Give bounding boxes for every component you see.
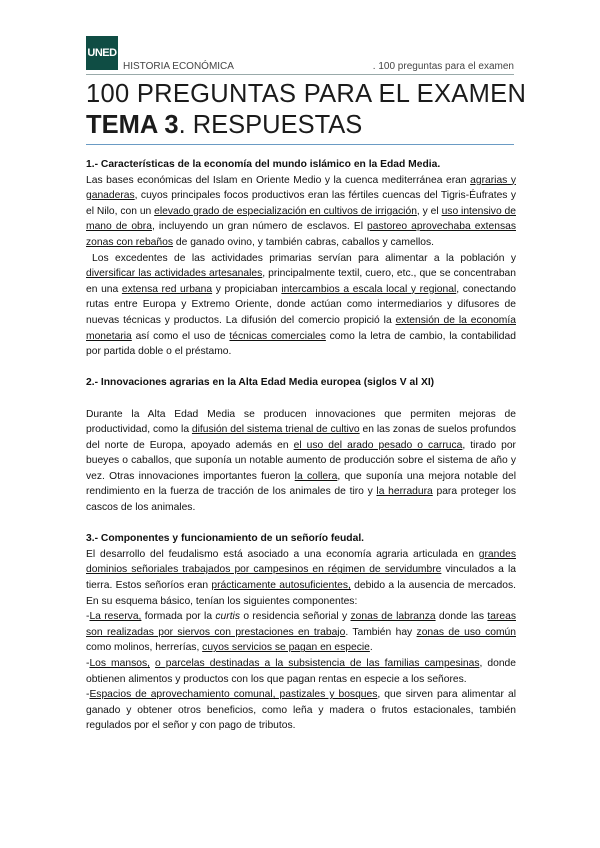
text-run: -: [86, 658, 90, 669]
underlined-phrase: extensión de la economía monetaria: [86, 314, 516, 342]
underlined-phrase: Espacios de aprovechamiento comunal, pastizales y bosques: [89, 689, 378, 701]
question-2-paragraph-1: [86, 407, 516, 516]
text-run: , que suponía una mejora notable del rendimiento en la fuerza de tracción de los animales de tiro y: [86, 470, 516, 498]
text-run: Durante la Alta Edad Media se producen innovaciones que permiten mejoras de productividad, como la: [86, 408, 516, 436]
page-subtitle: [86, 109, 362, 141]
header-document-title: . 100 preguntas para el examen: [372, 61, 514, 72]
text-run: .: [369, 642, 373, 654]
underlined-phrase: la collera: [294, 470, 338, 482]
underlined-phrase: diversificar las actividades artesanales: [86, 268, 263, 280]
header-subject: HISTORIA ECONÓMICA: [123, 61, 234, 72]
underlined-phrase: el uso del arado pesado o carruca: [293, 439, 463, 451]
underlined-phrase: la herradura: [376, 486, 433, 498]
subtitle-rest: . RESPUESTAS: [178, 111, 363, 139]
text-run: -: [86, 611, 90, 623]
text-run: , donde obtienen alimentos y productos con los que pagan rentas en especie a los señores.: [86, 658, 516, 685]
uned-logo: UNED: [86, 36, 118, 70]
document-body: [86, 157, 516, 734]
text-run: así como el uso de: [131, 330, 230, 342]
underlined-phrase: La reserva,: [89, 611, 142, 623]
text-run: o residencia señorial y: [240, 611, 351, 623]
text-run: -: [86, 689, 90, 701]
text-run: El desarrollo del feudalismo está asociado a una economía agraria articulada en: [86, 548, 479, 560]
question-3-paragraph-1: [86, 547, 516, 609]
text-run: debido a la ausencia de mercados. En su esquema básico, tenían los siguientes componentes:: [86, 580, 516, 607]
text-run: . También hay: [345, 626, 417, 638]
question-1-heading: 1.- Características de la economía del mundo islámico en la Edad Media.: [86, 159, 441, 170]
underlined-phrase: Los mansos,: [89, 658, 150, 669]
text-run: Las bases económicas del Islam en Oriente Medio y la cuenca mediterránea eran: [86, 174, 471, 186]
underlined-phrase: intercambios a escala local y regional: [281, 283, 457, 295]
underlined-phrase: agrarias y ganaderas: [86, 174, 516, 202]
underlined-phrase: o parcelas destinadas a la subsistencia de las familias campesinas: [155, 658, 480, 669]
question-3-item-reserva: [86, 609, 516, 656]
question-1-paragraph-1: [86, 173, 516, 251]
text-run: , incluyendo un gran número de esclavos. El: [151, 221, 368, 233]
text-run: , conectando rutas entre Europa y Extremo Oriente, donde actúan como intermediarios y difusores de nuevas técnicas y productos. La difusión del comercio propició la: [86, 283, 517, 326]
underlined-phrase: zonas de labranza: [350, 611, 436, 623]
text-run: y propiciaban: [212, 283, 282, 295]
question-3-heading: 3.- Componentes y funcionamiento de un señorío feudal.: [86, 533, 365, 545]
text-run: donde las: [435, 611, 488, 623]
text-run: vinculados a la tierra. Estos señoríos eran: [86, 564, 516, 592]
underlined-phrase: extensa red urbana: [121, 283, 213, 295]
underlined-phrase: uso intensivo de mano de obra: [86, 205, 516, 233]
italic-term: curtis: [215, 611, 240, 623]
text-run: como molinos, herrerías,: [86, 642, 203, 654]
text-run: , que sirven para alimentar al ganado y obtener otros beneficios, como leña y madera o frutos estacionales, también regulados por el señor y con pago de tributos.: [86, 689, 516, 732]
title-divider: [86, 144, 514, 145]
question-2-heading: 2.- Innovaciones agrarias en la Alta Edad Media europea (siglos V al XI): [86, 377, 435, 389]
underlined-phrase: pastoreo aprovechaba extensas zonas con rebaños: [86, 221, 516, 248]
text-run: en las zonas de suelos profundos del norte de Europa, apoyado además en: [86, 424, 516, 451]
text-run: Los excedentes de las actividades primarias servían para alimentar a la población y: [92, 252, 516, 264]
text-run: , cuyos principales focos productivos eran las fértiles cuencas del Tigris-Éufrates y el Nilo, con un: [86, 190, 516, 217]
underlined-phrase: cuyos servicios se pagan en especie: [202, 642, 370, 654]
underlined-phrase: grandes dominios señoriales trabajados por campesinos en régimen de servidumbre: [86, 548, 516, 576]
underlined-phrase: técnicas comerciales: [229, 330, 326, 342]
text-run: formada por la: [141, 611, 216, 623]
question-1-paragraph-2: [86, 251, 516, 360]
underlined-phrase: difusión del sistema trienal de cultivo: [191, 424, 360, 436]
text-run: para proteger los cascos de los animales.: [86, 486, 516, 514]
text-run: de ganado ovino, y también cabras, caballos y camellos.: [173, 236, 435, 248]
text-run: , y el: [416, 205, 442, 217]
question-3-item-mansos: [86, 656, 516, 687]
text-run: como la letra de cambio, la contabilidad por partida doble o el préstamo.: [86, 330, 516, 358]
header-divider: [86, 74, 514, 75]
tema-label: TEMA 3: [86, 111, 179, 139]
page-title: 100 PREGUNTAS PARA EL EXAMEN: [86, 80, 527, 108]
underlined-phrase: zonas de uso común: [416, 626, 516, 638]
underlined-phrase: tareas son realizadas por siervos con prestaciones en trabajo: [86, 611, 516, 638]
text-run: , principalmente textil, cuero, etc., que se concentraban en una: [86, 268, 516, 295]
question-3-item-comunal: [86, 687, 516, 734]
underlined-phrase: elevado grado de especialización en cultivos de irrigación: [154, 205, 417, 217]
text-run: , tirado por bueyes o caballos, que suponía un notable aumento de producción sobre el sistema de año y vez. Otras innovaciones importantes fueron: [86, 439, 516, 482]
underlined-phrase: prácticamente autosuficientes,: [211, 580, 351, 592]
